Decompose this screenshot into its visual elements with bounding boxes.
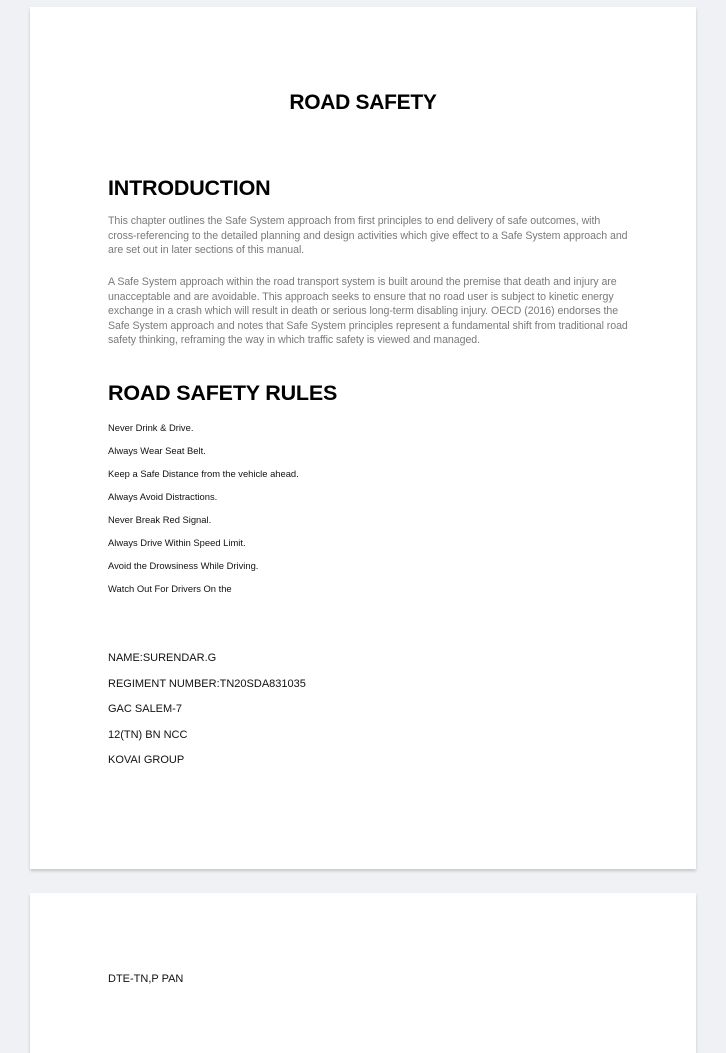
- rule-item: Never Drink & Drive.: [108, 422, 194, 433]
- document-page-2: [30, 893, 696, 1053]
- college: GAC SALEM-7: [108, 703, 182, 716]
- rule-item: Never Break Red Signal.: [108, 514, 212, 525]
- rule-item: Always Drive Within Speed Limit.: [108, 537, 246, 548]
- rule-item: Always Avoid Distractions.: [108, 491, 218, 502]
- rule-item: Keep a Safe Distance from the vehicle ahead.: [108, 468, 299, 479]
- directorate-text: DTE-TN,P PAN: [108, 973, 184, 985]
- author-info: [108, 651, 306, 779]
- document-page-1: [30, 7, 696, 869]
- rule-item: Avoid the Drowsiness While Driving.: [108, 560, 259, 571]
- introduction-paragraph-2: A Safe System approach within the road transport system is built around the premise that death and injury are unacceptable and are avoidable. This approach seeks to ensure that no road user is subject to kinetic energy exchange in a crash which will result in death or serious long-term disabling injury. OECD (2016) endorses the Safe System approach and notes that Safe System principles represent a fundamental shift from traditional road safety thinking, reframing the way in which traffic safety is viewed and managed.: [108, 276, 628, 347]
- rule-item: Watch Out For Drivers On the: [108, 583, 232, 594]
- document-title: ROAD SAFETY: [289, 91, 437, 114]
- rules-heading: ROAD SAFETY RULES: [108, 381, 338, 405]
- author-name: NAME:SURENDAR.G: [108, 652, 217, 664]
- introduction-heading: INTRODUCTION: [108, 176, 271, 200]
- regiment-number: REGIMENT NUMBER:TN20SDA831035: [108, 677, 306, 690]
- introduction-paragraph-1: This chapter outlines the Safe System approach from first principles to end delivery of safe outcomes, with cross-referencing to the detailed planning and design activities which give effect to a Safe System approach and are set out in later sections of this manual.: [108, 215, 628, 257]
- battalion: 12(TN) BN NCC: [108, 728, 188, 741]
- group: KOVAI GROUP: [108, 754, 185, 767]
- rules-list: [108, 421, 299, 605]
- rule-item: Always Wear Seat Belt.: [108, 445, 206, 456]
